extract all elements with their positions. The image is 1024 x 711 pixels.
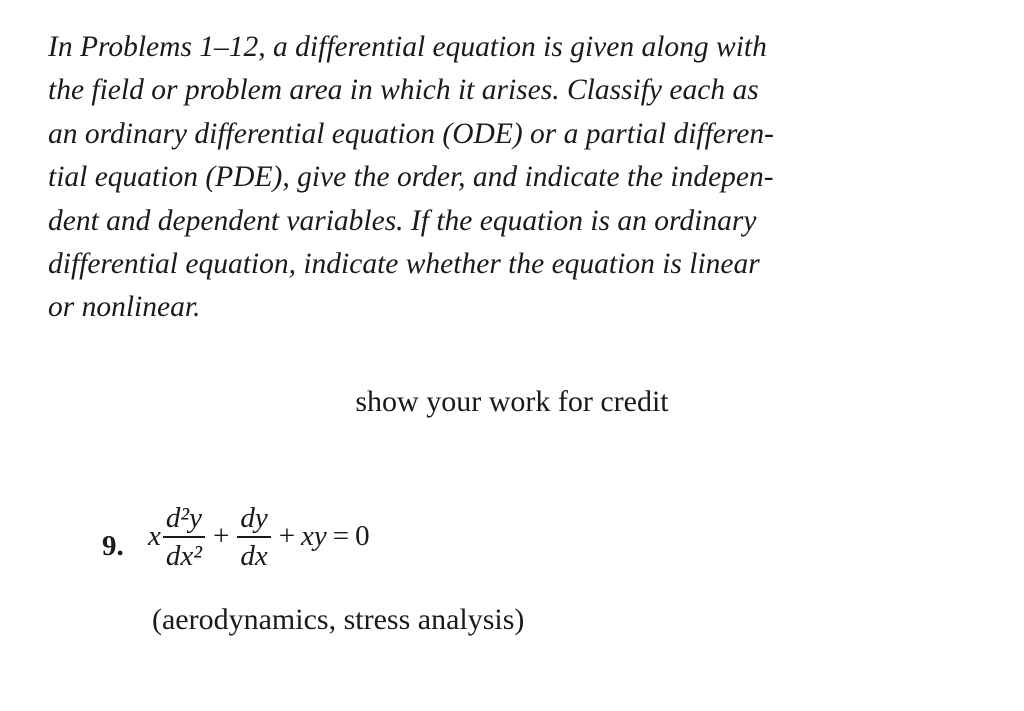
problem-instructions bbox=[48, 26, 918, 330]
instructions-line: tial equation (PDE), give the order, and indicate the indepen- bbox=[48, 161, 774, 194]
problem-number: 9. bbox=[102, 530, 124, 562]
instructions-line: differential equation, indicate whether the equation is linear bbox=[48, 248, 760, 281]
instructions-line: or nonlinear. bbox=[48, 291, 201, 324]
work-note: show your work for credit bbox=[355, 385, 669, 418]
equation-coefficient: x bbox=[148, 520, 161, 553]
first-derivative-fraction bbox=[237, 500, 270, 574]
plus-operator: + bbox=[212, 520, 230, 553]
instructions-line: an ordinary differential equation (ODE) or a partial differen- bbox=[48, 117, 774, 150]
equation-term: xy bbox=[301, 520, 327, 553]
instructions-line: dent and dependent variables. If the equation is an ordinary bbox=[48, 204, 757, 237]
equals-operator: = bbox=[332, 520, 350, 553]
equation-rhs: 0 bbox=[355, 520, 370, 553]
fraction-numerator: d²y bbox=[165, 502, 202, 534]
plus-operator: + bbox=[278, 520, 296, 553]
problem-item bbox=[102, 500, 802, 600]
differential-equation bbox=[148, 500, 370, 574]
problem-context: (aerodynamics, stress analysis) bbox=[152, 603, 525, 636]
second-derivative-fraction bbox=[163, 500, 205, 574]
instructions-line: In Problems 1–12, a differential equation is given along with bbox=[48, 31, 767, 63]
fraction-denominator: dx² bbox=[165, 539, 202, 572]
fraction-denominator: dx bbox=[240, 539, 268, 572]
fraction-numerator: dy bbox=[240, 502, 268, 534]
instructions-line: the field or problem area in which it arises. Classify each as bbox=[48, 74, 759, 107]
